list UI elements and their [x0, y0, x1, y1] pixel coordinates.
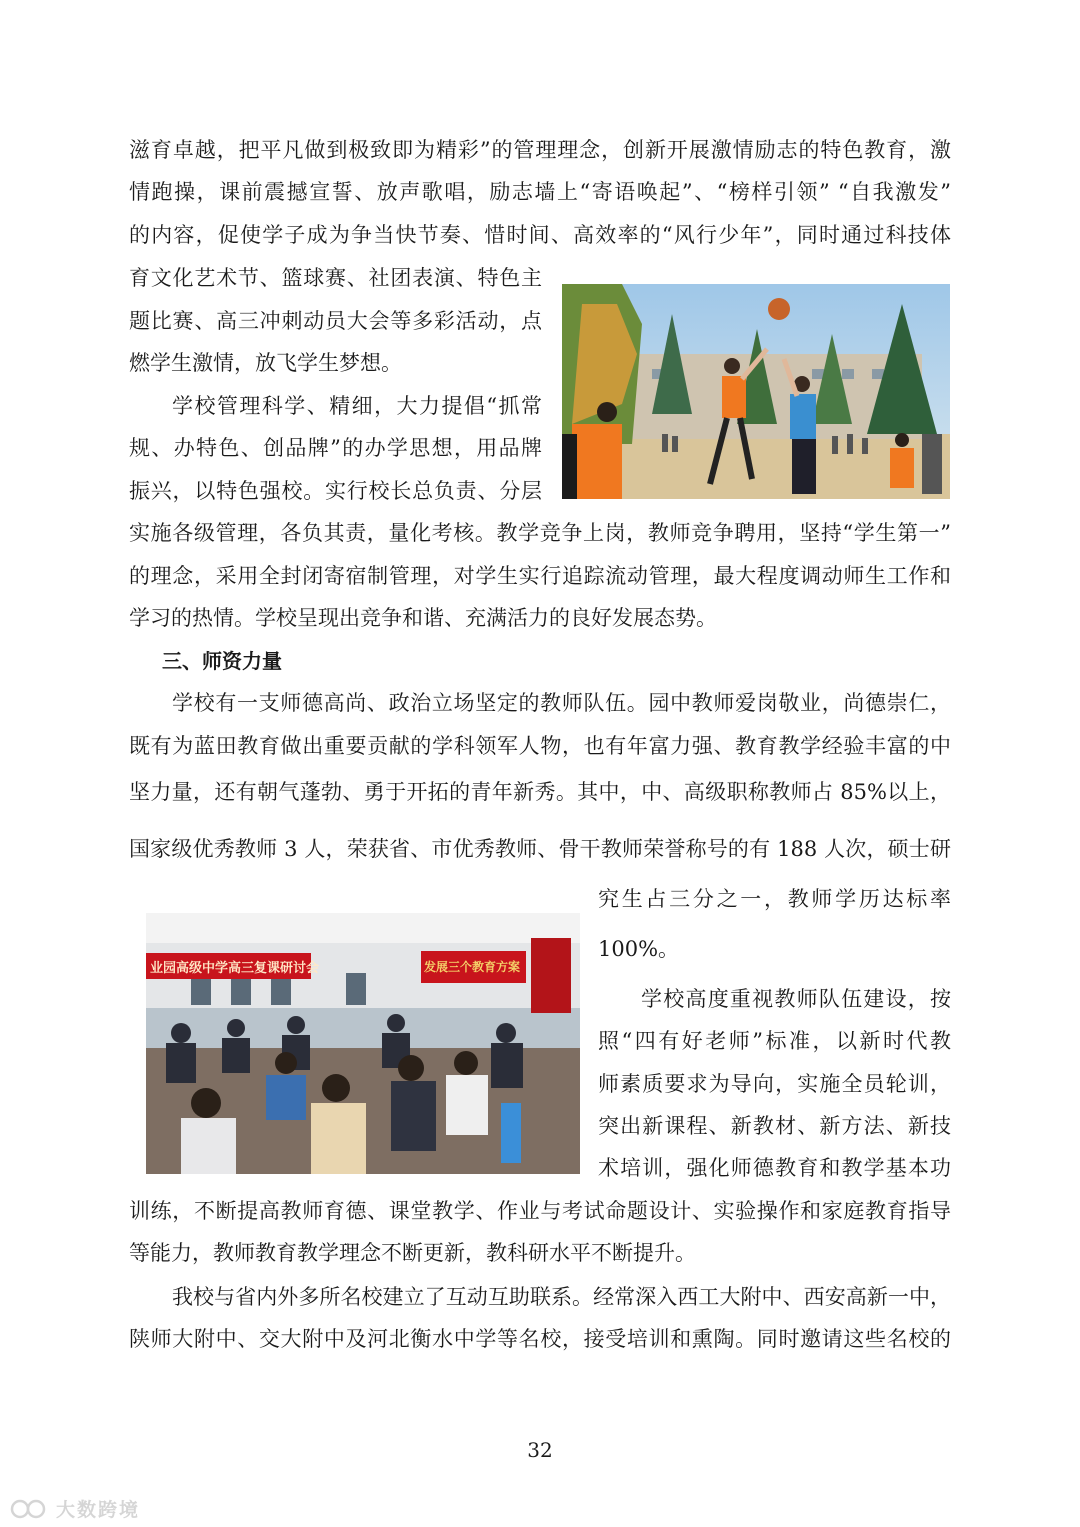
body-text-line: 情跑操，课前震撼宣誓、放声歌唱，励志墙上“寄语唤起”、“榜样引领” “自我激发”	[129, 180, 951, 204]
body-text-line: 燃学生激情，放飞学生梦想。	[129, 351, 402, 375]
basketball-photo	[562, 284, 950, 499]
body-text-line: 国家级优秀教师 3 人，荣获省、市优秀教师、骨干教师荣誉称号的有 188 人次，硕士研	[129, 837, 951, 861]
body-text-line: 规、办特色、创品牌”的办学思想，用品牌	[129, 436, 542, 460]
body-text-line: 照“四有好老师”标准，以新时代教	[598, 1029, 951, 1053]
body-text-line: 坚力量，还有朝气蓬勃、勇于开拓的青年新秀。其中，中、高级职称教师占 85%以上，	[129, 780, 951, 804]
banner-left-text: 业园高级中学高三复课研讨会	[150, 961, 320, 976]
body-text-line: 陕师大附中、交大附中及河北衡水中学等名校，接受培训和熏陶。同时邀请这些名校的	[129, 1327, 951, 1351]
watermark	[10, 1495, 140, 1522]
body-text-line: 训练，不断提高教师育德、课堂教学、作业与考试命题设计、实验操作和家庭教育指导	[129, 1199, 951, 1223]
body-text-line: 实施各级管理，各负其责，量化考核。教学竞争上岗，教师竞争聘用，坚持“学生第一”	[129, 521, 951, 545]
body-text-line: 我校与省内外多所名校建立了互动互助联系。经常深入西工大附中、西安高新一中，	[172, 1285, 951, 1309]
banner-right-text: 发展三个教育方案	[424, 960, 521, 974]
body-text-line: 题比赛、高三冲刺动员大会等多彩活动，点	[129, 309, 542, 333]
body-text-line: 的内容，促使学子成为争当快节奏、惜时间、高效率的“风行少年”，同时通过科技体	[129, 223, 951, 247]
body-text-line: 学校有一支师德高尚、政治立场坚定的教师队伍。园中教师爱岗敬业，尚德崇仁，	[172, 691, 951, 715]
watermark-logo-icon	[10, 1497, 50, 1521]
watermark-text: 大数跨境	[56, 1499, 141, 1521]
body-text-line: 学校高度重视教师队伍建设，按	[641, 987, 951, 1011]
body-text-line: 学校管理科学、精细，大力提倡“抓常	[172, 394, 542, 418]
body-text-line: 突出新课程、新教材、新方法、新技	[598, 1114, 951, 1138]
body-text-line: 既有为蓝田教育做出重要贡献的学科领军人物，也有年富力强、教育教学经验丰富的中	[129, 734, 951, 758]
page-number: 32	[527, 1438, 553, 1462]
body-text-line: 等能力，教师教育教学理念不断更新，教科研水平不断提升。	[129, 1241, 696, 1265]
pennant	[531, 938, 571, 1013]
body-text-line: 术培训，强化师德教育和教学基本功	[598, 1156, 951, 1180]
body-text-line: 的理念，采用全封闭寄宿制管理，对学生实行追踪流动管理，最大程度调动师生工作和	[129, 564, 951, 588]
section-heading: 三、师资力量	[162, 649, 282, 673]
body-text-line: 滋育卓越，把平凡做到极致即为精彩”的管理理念，创新开展激情励志的特色教育，激	[129, 138, 951, 162]
body-text-line: 育文化艺术节、篮球赛、社团表演、特色主	[129, 266, 542, 290]
body-text-line: 学习的热情。学校呈现出竞争和谐、充满活力的良好发展态势。	[129, 606, 717, 630]
body-text-line: 究生占三分之一，教师学历达标率	[598, 887, 951, 911]
teachers-meeting-photo	[146, 913, 580, 1174]
body-text-line: 振兴，以特色强校。实行校长总负责、分层	[129, 479, 542, 503]
body-text-line: 师素质要求为导向，实施全员轮训，	[598, 1072, 951, 1096]
body-text-line: 100%。	[598, 937, 680, 961]
